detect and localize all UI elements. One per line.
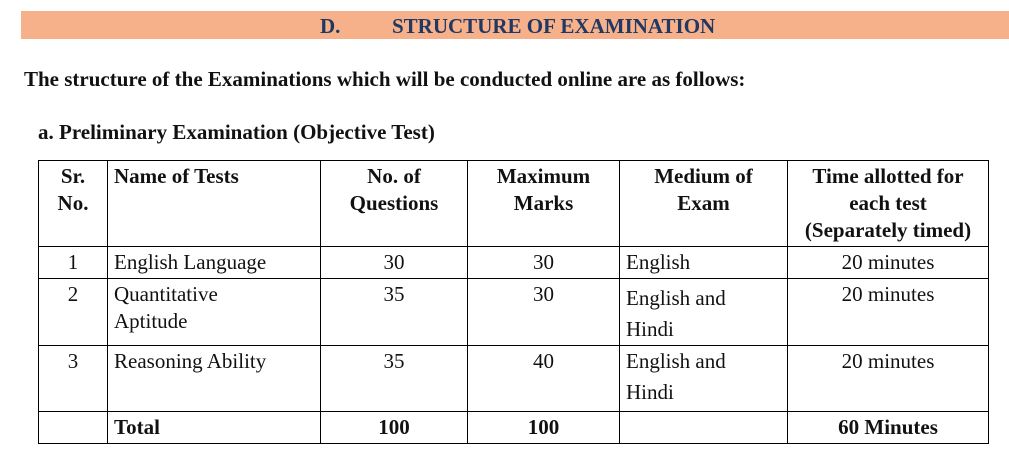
table-row bbox=[39, 279, 989, 346]
cell-total-questions: 100 bbox=[321, 412, 468, 444]
cell-time: 20 minutes bbox=[788, 279, 989, 346]
subheading: a. Preliminary Examination (Objective Test) bbox=[38, 120, 435, 144]
cell-time: 20 minutes bbox=[788, 346, 989, 412]
table-header-row bbox=[39, 161, 989, 247]
section-banner bbox=[21, 11, 1009, 39]
intro-text: The structure of the Examinations which will be conducted online are as follows: bbox=[24, 67, 746, 91]
cell-sr-empty bbox=[39, 412, 108, 444]
cell-test-name: English Language bbox=[108, 247, 321, 279]
cell-questions: 35 bbox=[321, 279, 468, 346]
cell-total-time: 60 Minutes bbox=[788, 412, 989, 444]
cell-test-name: Reasoning Ability bbox=[108, 346, 321, 412]
section-letter: D. bbox=[320, 14, 341, 38]
header-name-of-tests: Name of Tests bbox=[108, 161, 321, 247]
cell-time: 20 minutes bbox=[788, 247, 989, 279]
exam-structure-table bbox=[38, 160, 989, 444]
table-row bbox=[39, 346, 989, 412]
cell-total-label: Total bbox=[108, 412, 321, 444]
cell-questions: 35 bbox=[321, 346, 468, 412]
table-total-row bbox=[39, 412, 989, 444]
header-time-allotted: Time allotted for each test (Separately timed) bbox=[788, 161, 989, 247]
header-maximum-marks: Maximum Marks bbox=[468, 161, 620, 247]
cell-medium: English bbox=[620, 247, 788, 279]
cell-total-marks: 100 bbox=[468, 412, 620, 444]
header-medium-of-exam: Medium of Exam bbox=[620, 161, 788, 247]
cell-sr: 1 bbox=[39, 247, 108, 279]
cell-test-name: Quantitative Aptitude bbox=[108, 279, 321, 346]
cell-marks: 30 bbox=[468, 279, 620, 346]
cell-marks: 40 bbox=[468, 346, 620, 412]
cell-sr: 2 bbox=[39, 279, 108, 346]
cell-sr: 3 bbox=[39, 346, 108, 412]
section-title: STRUCTURE OF EXAMINATION bbox=[392, 14, 716, 38]
cell-questions: 30 bbox=[321, 247, 468, 279]
header-no-of-questions: No. of Questions bbox=[321, 161, 468, 247]
cell-medium: English and Hindi bbox=[620, 279, 788, 346]
header-sr-no: Sr. No. bbox=[39, 161, 108, 247]
cell-medium: English and Hindi bbox=[620, 346, 788, 412]
table-row bbox=[39, 247, 989, 279]
cell-marks: 30 bbox=[468, 247, 620, 279]
cell-medium-empty bbox=[620, 412, 788, 444]
